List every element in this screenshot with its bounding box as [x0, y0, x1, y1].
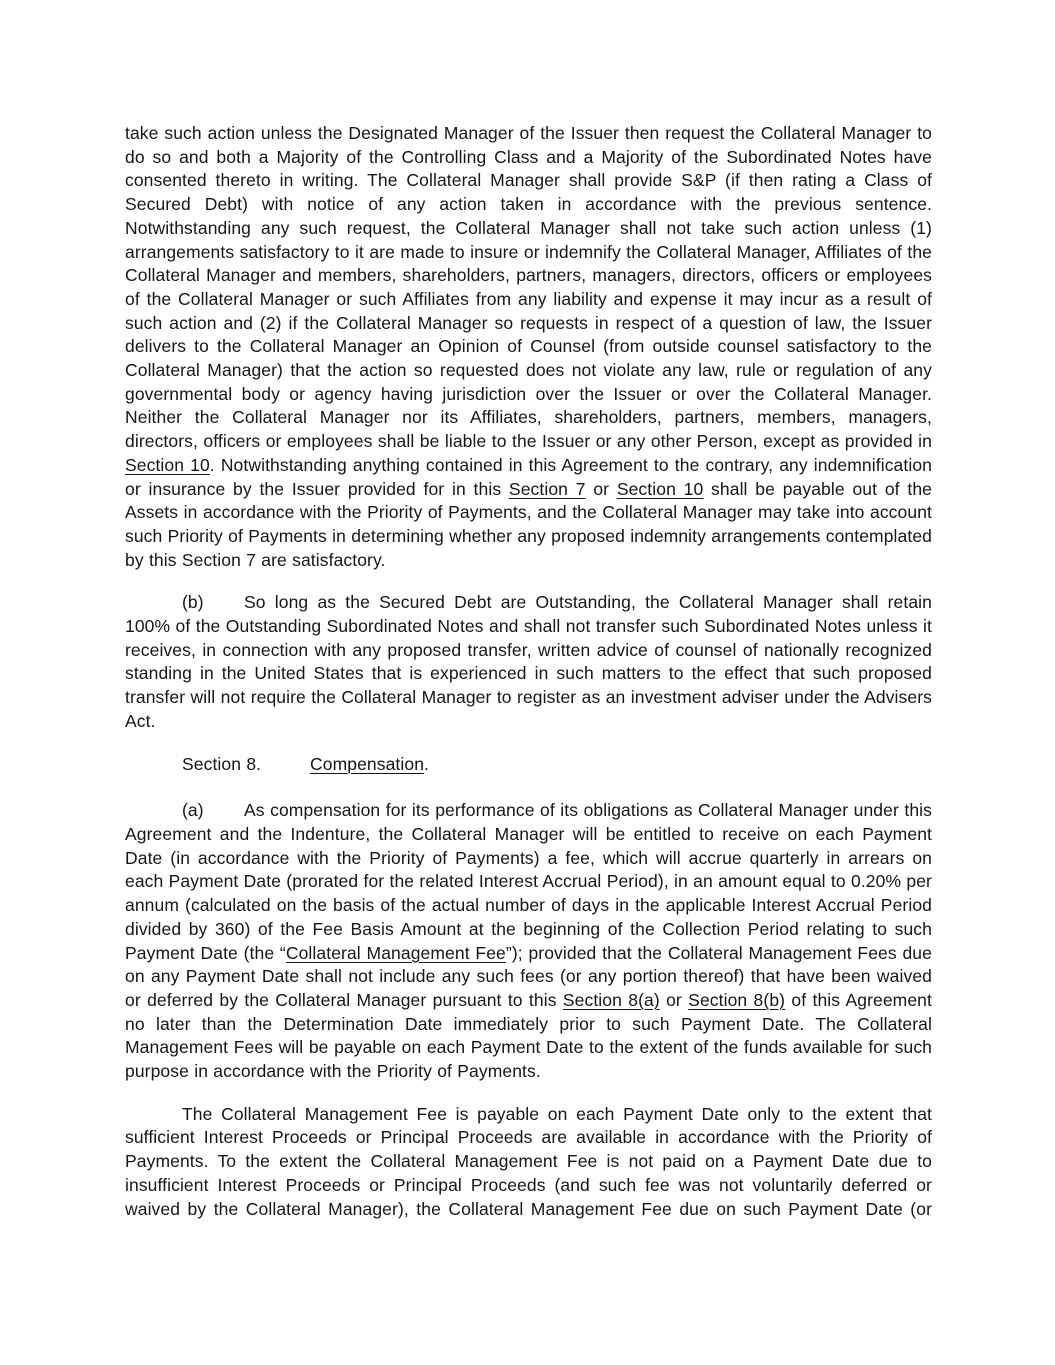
- tab-spacer: [125, 1119, 182, 1120]
- text-run: shall be payable out of the Assets in accordance with the Priority of Payments, and the Collateral Manager may take into account such Priority of Payments in determining whether any proposed indemnity arrangements contemplated by this Section 7 are satisfactory.: [125, 478, 932, 570]
- underlined-reference: Compensation: [310, 753, 425, 774]
- text-run: . Notwithstanding anything contained in this Agreement to the contrary, any indemnification or insurance by the Issuer provided for in this: [125, 454, 932, 499]
- text-run: or: [585, 478, 617, 499]
- paragraph-label: (b): [182, 592, 204, 613]
- paragraph-section7-continuation: [125, 122, 932, 572]
- underlined-reference: Section 8(b): [688, 989, 786, 1010]
- text-run: take such action unless the Designated Manager of the Issuer then request the Collateral Manager to do so and both a Majority of the Controlling Class and a Majority of the Subordinated Notes have consented thereto in writing. The Collateral Manager shall provide S&P (if then rating a Class of Secured Debt) with notice of any action taken in accordance with the previous sentence. Notwithstanding any such request, the Collateral Manager shall not take such action unless (1) arrangements satisfactory to it are made to insure or indemnify the Collateral Manager, Affiliates of the Collateral Manager and members, shareholders, partners, managers, directors, officers or employees of the Collateral Manager or such Affiliates from any liability and expense it may incur as a result of such action and (2) if the Collateral Manager so requests in respect of a question of law, the Issuer delivers to the Collateral Manager an Opinion of Counsel (from outside counsel satisfactory to the Collateral Manager) that the action so requested does not violate any law, rule or regulation of any governmental body or agency having jurisdiction over the Issuer or over the Collateral Manager. Neither the Collateral Manager nor its Affiliates, shareholders, partners, members, managers, directors, officers or employees shall be liable to the Issuer or any other Person, except as provided in: [125, 123, 932, 452]
- paragraph-label: Section 8.: [182, 753, 262, 774]
- tab-spacer: [125, 769, 182, 770]
- tab-spacer: [125, 607, 182, 608]
- tab-spacer: [125, 815, 182, 816]
- text-run: The Collateral Management Fee is payable on each Payment Date only to the extent that sufficient Interest Proceeds or Principal Proceeds are available in accordance with the Priority of Payments. To the extent the Collateral Management Fee is not paid on a Payment Date due to insufficient Interest Proceeds or Principal Proceeds (and such fee was not voluntarily deferred or waived by the Collateral Manager), the Collateral Management Fee due on such Payment Date (or: [125, 1103, 932, 1219]
- underlined-reference: Section 10: [125, 454, 210, 475]
- underlined-reference: Collateral Management Fee: [285, 942, 506, 963]
- text-run: So long as the Secured Debt are Outstanding, the Collateral Manager shall retain 100% of the Outstanding Subordinated Notes and shall not transfer such Subordinated Notes unless it receives, in connection with any proposed transfer, written advice of counsel of nationally recognized standing in the United States that is experienced in such matters to the effect that such proposed transfer will not require the Collateral Manager to register as an investment adviser under the Advisers Act.: [125, 592, 932, 731]
- document-body: [125, 122, 932, 1221]
- text-run: As compensation for its performance of its obligations as Collateral Manager under this Agreement and the Indenture, the Collateral Manager will be entitled to receive on each Payment Date (in accordance with the Priority of Payments) a fee, which will accrue quarterly in arrears on each Payment Date (prorated for the related Interest Accrual Period), in an amount equal to 0.20% per annum (calculated on the basis of the actual number of days in the applicable Interest Accrual Period divided by 360) of the Fee Basis Amount at the beginning of the Collection Period relating to such Payment Date (the “: [125, 800, 932, 963]
- text-run: or: [659, 989, 689, 1010]
- section-8-heading: [125, 753, 932, 777]
- paragraph-8a: [125, 799, 932, 1083]
- underlined-reference: Section 7: [508, 478, 586, 499]
- underlined-reference: Section 10: [616, 478, 704, 499]
- text-run: ”); provided that the Collateral Management Fees due on any Payment Date shall not include any such fees (or any portion thereof) that have been waived or deferred by the Collateral Manager pursuant to this: [125, 942, 932, 1010]
- paragraph-7b: [125, 591, 932, 733]
- paragraph-label: (a): [182, 800, 204, 821]
- text-run: of this Agreement no later than the Determination Date immediately prior to such Payment Date. The Collateral Management Fees will be payable on each Payment Date to the extent of the funds available for such purpose in accordance with the Priority of Payments.: [125, 989, 932, 1082]
- text-run: .: [424, 753, 430, 774]
- underlined-reference: Section 8(a): [562, 989, 660, 1010]
- paragraph-cmf-payable: [125, 1103, 932, 1222]
